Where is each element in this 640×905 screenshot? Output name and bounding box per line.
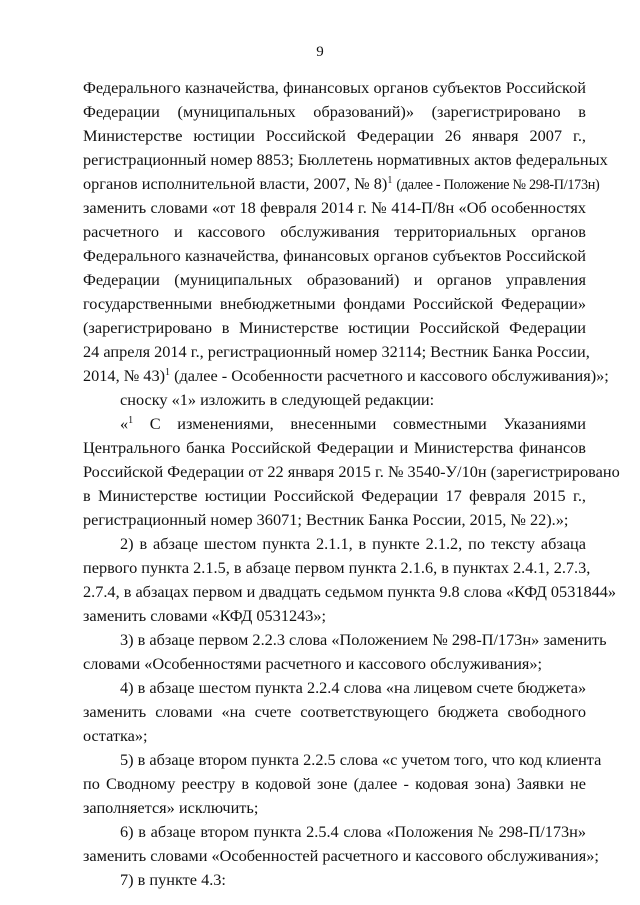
text-line: 3) в абзаце первом 2.2.3 слова «Положением № 298-П/173н» заменить <box>120 630 607 649</box>
text-segment: С изменениями, внесенными совместными Указаниями <box>133 414 586 433</box>
text-line: регистрационный номер 8853; Бюллетень нормативных актов федеральных <box>83 150 608 169</box>
text-line <box>83 366 609 386</box>
text-line: заменить словами «на счете соответствующего бюджета свободного <box>83 702 586 721</box>
footnote-marker: 1 <box>387 175 393 186</box>
footnote-marker: 1 <box>128 415 134 426</box>
text-line: Российской Федерации от 22 января 2015 г. № 3540-У/10н (зарегистрировано <box>83 462 620 481</box>
text-line: 7) в пункте 4.3: <box>120 870 226 889</box>
footnote-marker: 1 <box>165 367 171 378</box>
text-line: государственными внебюджетными фондами Российской Федерации» <box>83 294 586 313</box>
text-line: регистрационный номер 36071; Вестник Банка России, 2015, № 22).»; <box>83 510 569 529</box>
text-line: в Министерстве юстиции Российской Федерации 17 февраля 2015 г., <box>83 486 586 505</box>
text-line: расчетного и кассового обслуживания территориальных органов <box>83 222 586 241</box>
text-line: 2) в абзаце шестом пункта 2.1.1, в пункте 2.1.2, по тексту абзаца <box>120 534 586 553</box>
text-segment: (далее - Особенности расчетного и кассового обслуживания)»; <box>170 366 609 385</box>
page-number: 9 <box>316 44 324 60</box>
text-line: Федерального казначейства, финансовых органов субъектов Российской <box>83 78 586 97</box>
text-line: остатка»; <box>83 726 148 745</box>
text-line: 4) в абзаце шестом пункта 2.2.4 слова «на лицевом счете бюджета» <box>120 678 587 697</box>
text-line: заполняется» исключить; <box>83 798 259 817</box>
text-line: первого пункта 2.1.5, в абзаце первом пункта 2.1.6, в пунктах 2.4.1, 2.7.3, <box>83 558 591 577</box>
text-line: (зарегистрировано в Министерстве юстиции Российской Федерации <box>83 318 586 337</box>
text-line <box>83 174 600 195</box>
text-segment: 2014, № 43) <box>83 366 166 385</box>
text-line: по Сводному реестру в кодовой зоне (далее - кодовая зона) Заявки не <box>83 774 586 793</box>
text-line: Федерального казначейства, финансовых органов субъектов Российской <box>83 246 586 265</box>
text-line: 24 апреля 2014 г., регистрационный номер 32114; Вестник Банка России, <box>83 342 590 361</box>
text-segment: (далее - Положение № 298-П/173н) <box>396 177 600 193</box>
text-line <box>120 414 586 434</box>
text-line: 5) в абзаце втором пункта 2.2.5 слова «с учетом того, что код клиента <box>120 750 602 769</box>
text-line: 2.7.4, в абзацах первом и двадцать седьмом пункта 9.8 слова «КФД 0531844» <box>83 582 617 601</box>
text-line: Федерации (муниципальных образований)» (зарегистрировано в <box>83 102 586 121</box>
text-line: заменить словами «Особенностей расчетного и кассового обслуживания»; <box>83 846 599 865</box>
text-segment: органов исполнительной власти, 2007, № 8) <box>83 174 388 193</box>
text-line: заменить словами «КФД 0531243»; <box>83 606 327 625</box>
text-line: Центрального банка Российской Федерации и Министерства финансов <box>83 438 586 457</box>
text-line: сноску «1» изложить в следующей редакции: <box>120 390 435 409</box>
text-line: словами «Особенностями расчетного и кассового обслуживания»; <box>83 654 543 673</box>
text-line: Федерации (муниципальных образований) и органов управления <box>83 270 586 289</box>
text-line: 6) в абзаце втором пункта 2.5.4 слова «Положения № 298-П/173н» <box>120 822 586 841</box>
text-segment: « <box>120 414 129 433</box>
text-line: заменить словами «от 18 февраля 2014 г. № 414-П/8н «Об особенностях <box>83 198 586 217</box>
text-line: Министерстве юстиции Российской Федерации 26 января 2007 г., <box>83 126 586 145</box>
